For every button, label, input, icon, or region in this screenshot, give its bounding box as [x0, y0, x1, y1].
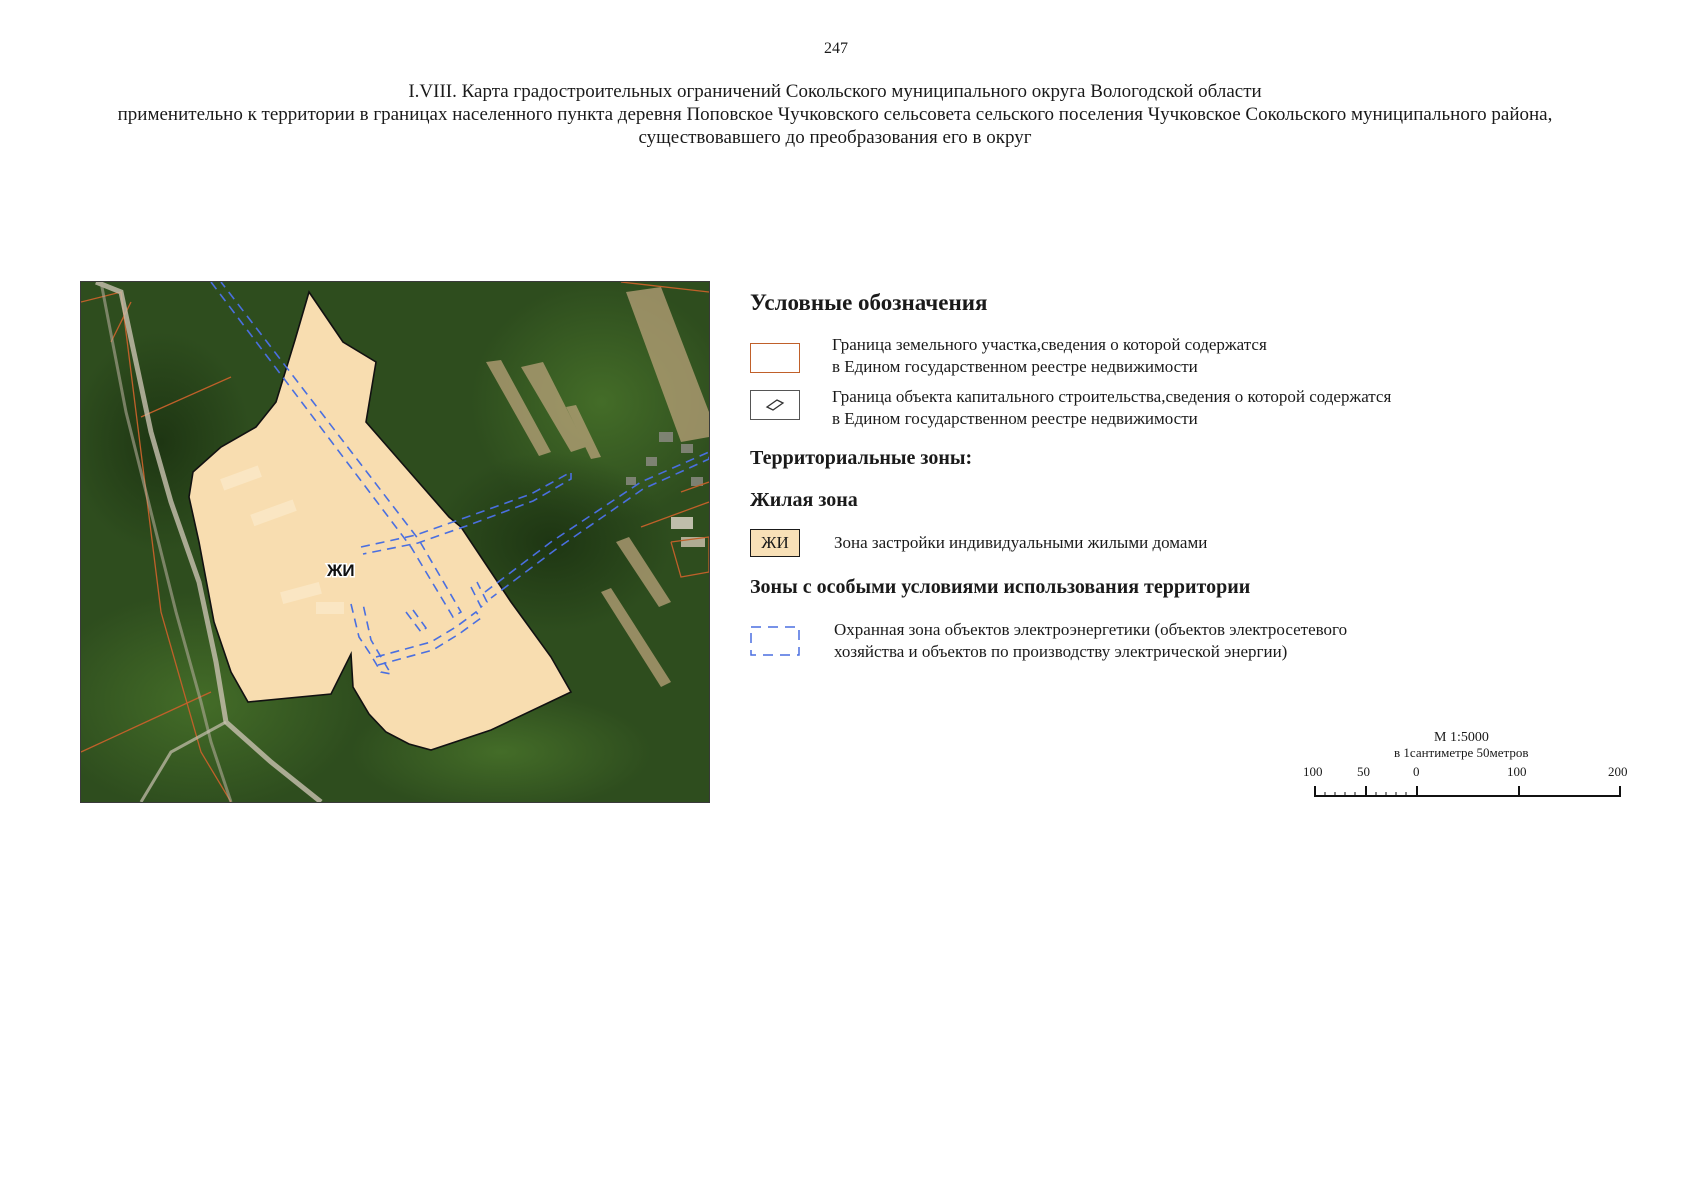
map-canvas: [81, 282, 709, 802]
scale-ratio: М 1:5000: [1434, 730, 1489, 745]
legend-text-line: Граница объекта капитального строительства,сведения о которой содержатся: [832, 387, 1392, 406]
page-number: 247: [824, 40, 848, 57]
dashed-blue-boundary-swatch: [750, 626, 800, 656]
residential-zone-heading: Жилая зона: [750, 489, 858, 511]
legend-item-building: [832, 386, 1391, 430]
scale-ruler: [1290, 778, 1650, 808]
scale-tick-label: 0: [1413, 764, 1420, 779]
territorial-zones-heading: Территориальные зоны:: [750, 447, 973, 469]
legend-item-power-zone: [834, 619, 1347, 663]
building-outline-icon: [765, 398, 785, 412]
legend-title: Условные обозначения: [750, 290, 988, 315]
map-title-line: I.VIII. Карта градостроительных ограничений Сокольского муниципального округа Вологодской области: [408, 81, 1262, 102]
map-title-line: существовавшего до преобразования его в округ: [638, 127, 1032, 148]
legend-text-line: Охранная зона объектов электроэнергетики (объектов электросетевого: [834, 620, 1348, 639]
scale-tick-label: 100: [1303, 764, 1323, 779]
scale-bar: [1290, 728, 1650, 798]
scale-note: в 1сантиметре 50метров: [1394, 745, 1529, 760]
legend-item-zhi: Зона застройки индивидуальными жилыми домами: [834, 533, 1208, 552]
zone-label-zhi: ЖИ: [327, 561, 355, 580]
legend-text-line: Граница земельного участка,сведения о которой содержатся: [832, 335, 1267, 354]
map-title-line: применительно к территории в границах населенного пункта деревня Поповское Чучковского сельсовета сельского поселения Чучковское Сокольского муниципального района,: [117, 104, 1553, 125]
legend-text-line: в Едином государственном реестре недвижимости: [832, 357, 1198, 376]
map-frame[interactable]: [80, 281, 710, 803]
scale-tick-label: 100: [1507, 764, 1527, 779]
legend-text-line: в Едином государственном реестре недвижимости: [832, 409, 1198, 428]
legend-text-line: хозяйства и объектов по производству электрической энергии): [834, 642, 1288, 661]
scale-tick-label: 50: [1357, 764, 1370, 779]
legend-item-parcel: [832, 334, 1267, 378]
scale-tick-label: 200: [1608, 764, 1628, 779]
parcel-boundary-swatch: [750, 343, 800, 373]
building-outline-swatch: [750, 390, 800, 420]
map-title: [40, 80, 1630, 149]
special-zones-heading: Зоны с особыми условиями использования территории: [750, 576, 1251, 598]
zhi-zone-swatch: ЖИ: [750, 529, 800, 557]
